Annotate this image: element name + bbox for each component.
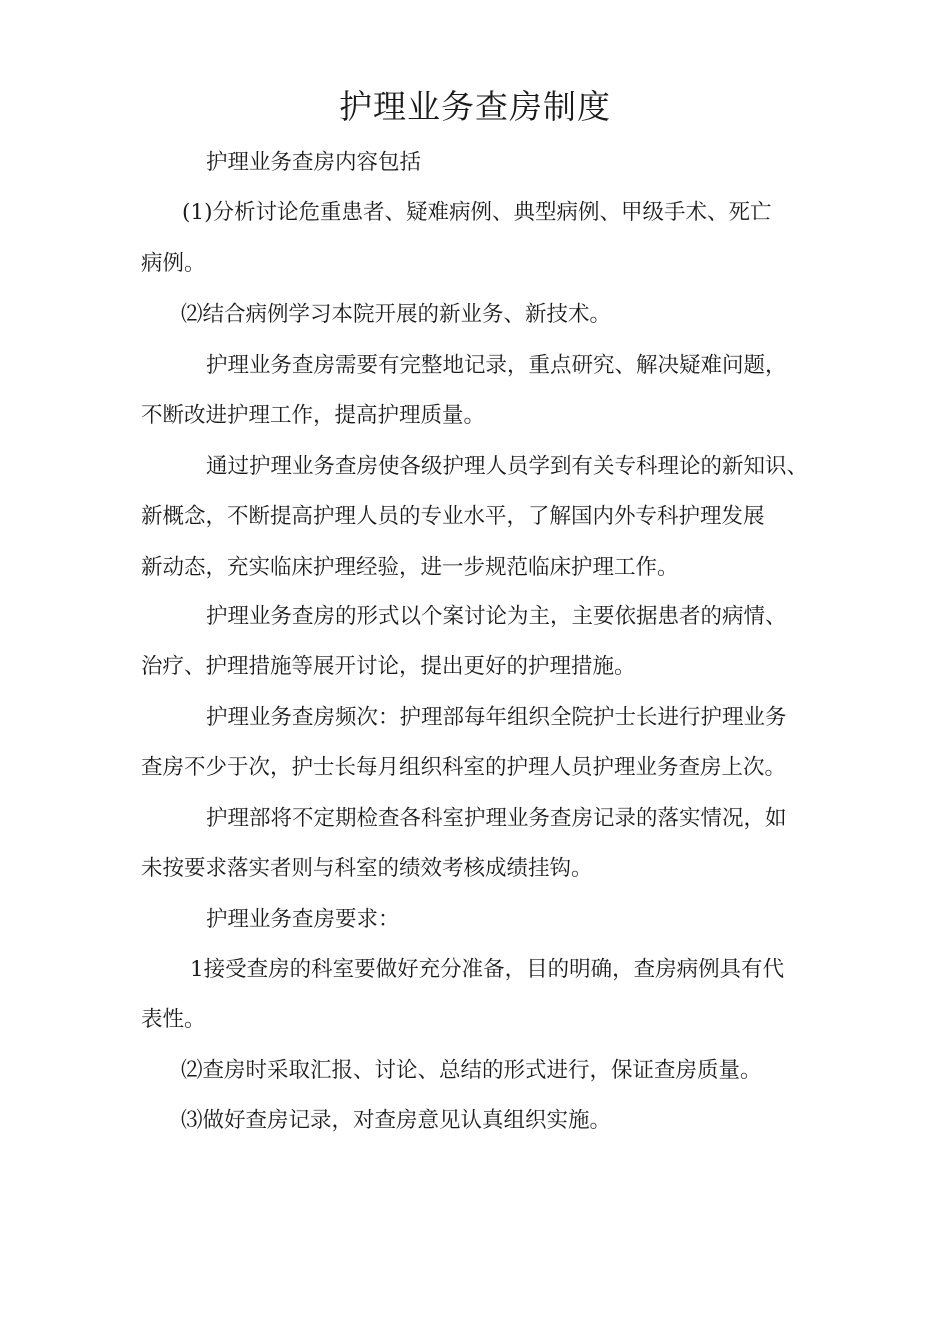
paragraph-line: 新动态，充实临床护理经验，进一步规范临床护理工作。 bbox=[141, 555, 679, 580]
paragraph-line: 表性。 bbox=[141, 1007, 206, 1032]
paragraph-line: 护理业务查房需要有完整地记录，重点研究、解决疑难问题， bbox=[206, 353, 787, 378]
paragraph-line: 护理业务查房的形式以个案讨论为主，主要依据患者的病情、 bbox=[206, 604, 787, 629]
paragraph-line: ⑵查房时采取汇报、讨论、总结的形式进行，保证查房质量。 bbox=[181, 1058, 762, 1083]
paragraph-line: 新概念，不断提高护理人员的专业水平，了解国内外专科护理发展 bbox=[141, 504, 765, 529]
paragraph-line: 治疗、护理措施等展开讨论，提出更好的护理措施。 bbox=[141, 654, 636, 679]
paragraph-line: 未按要求落实者则与科室的绩效考核成绩挂钩。 bbox=[141, 856, 593, 881]
paragraph-line: (1)分析讨论危重患者、疑难病例、典型病例、甲级手术、死亡 bbox=[182, 200, 772, 225]
paragraph-line: 1接受查房的科室要做好充分准备，目的明确，查房病例具有代 bbox=[190, 957, 785, 982]
paragraph-line: 护理业务查房要求： bbox=[206, 907, 400, 932]
paragraph-line: 病例。 bbox=[141, 251, 206, 276]
paragraph-line: 通过护理业务查房使各级护理人员学到有关专科理论的新知识、 bbox=[206, 454, 809, 479]
paragraph-line: ⑵结合病例学习本院开展的新业务、新技术。 bbox=[181, 302, 612, 327]
paragraph-line: 护理业务查房频次：护理部每年组织全院护士长进行护理业务 bbox=[206, 705, 787, 730]
paragraph-line: ⑶做好查房记录，对查房意见认真组织实施。 bbox=[181, 1108, 612, 1133]
paragraph-line: 查房不少于次，护士长每月组织科室的护理人员护理业务查房上次。 bbox=[141, 755, 787, 780]
paragraph-line: 不断改进护理工作，提高护理质量。 bbox=[141, 403, 486, 428]
paragraph-line: 护理部将不定期检查各科室护理业务查房记录的落实情况，如 bbox=[206, 806, 787, 831]
document-title: 护理业务查房制度 bbox=[339, 87, 611, 126]
paragraph-line: 护理业务查房内容包括 bbox=[206, 150, 422, 175]
